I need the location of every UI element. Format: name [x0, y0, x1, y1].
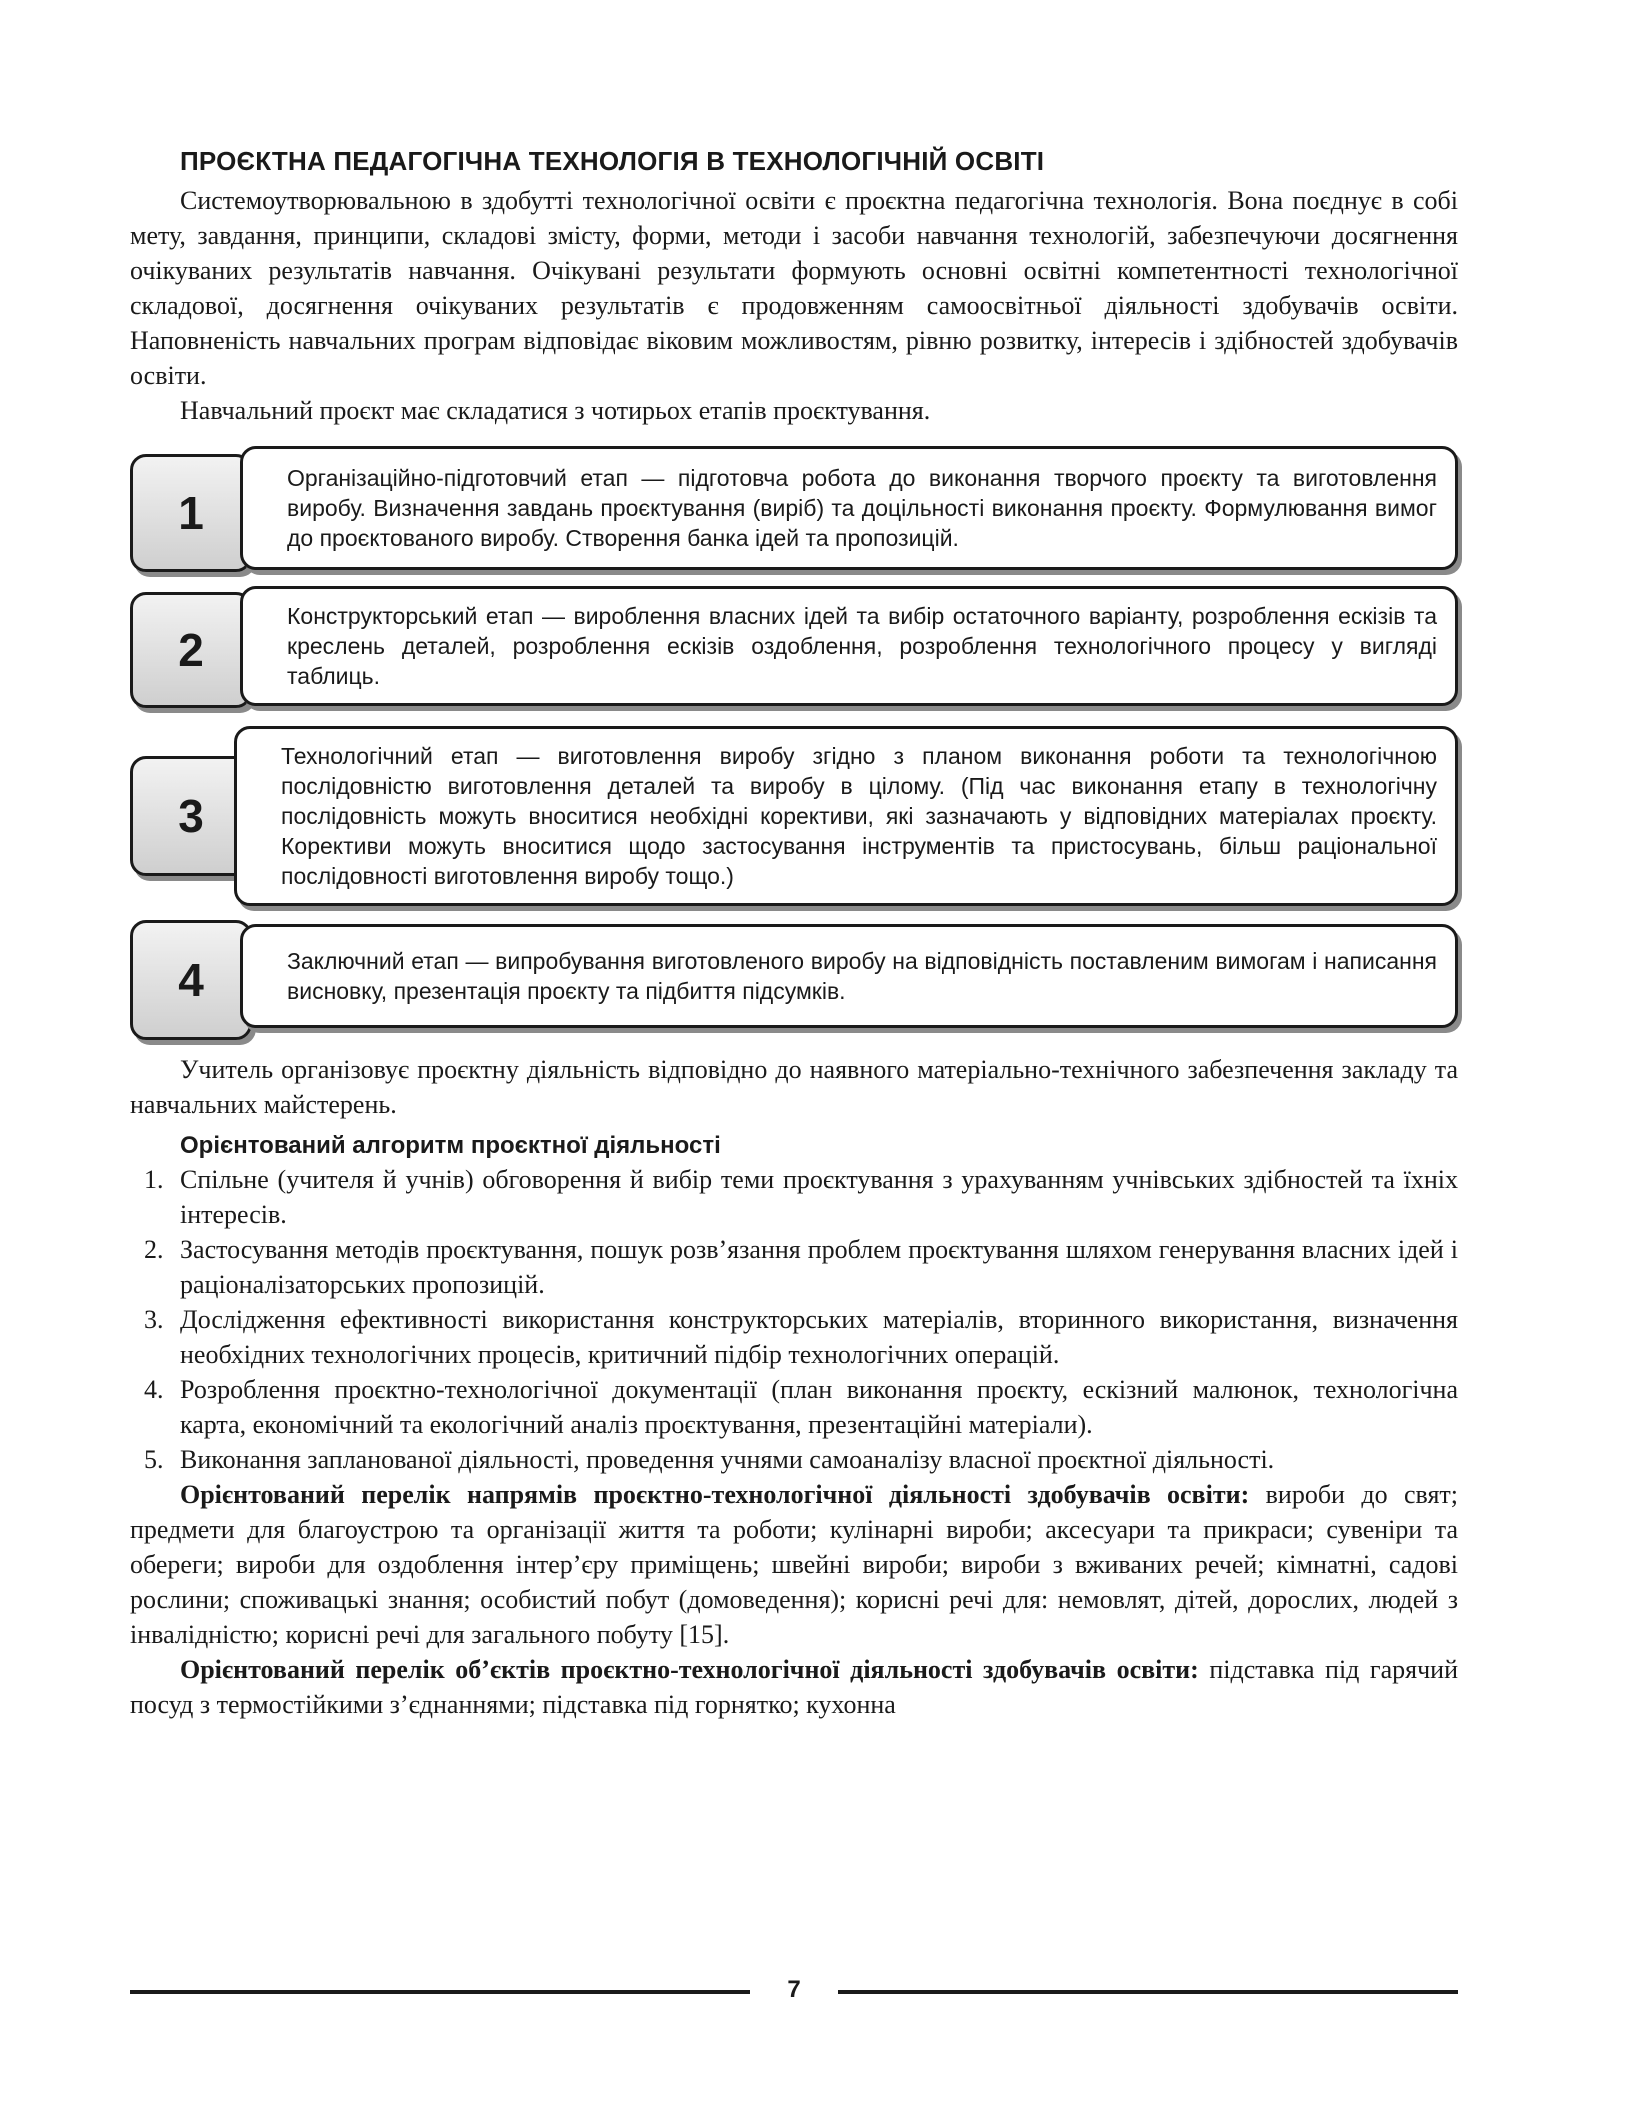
stage-number-1: 1	[130, 454, 252, 572]
footer-rule-right	[838, 1990, 1458, 1994]
list-item	[130, 1162, 1458, 1232]
paragraph-intro-1: Системоутворювальною в здобутті технологічної освіти є проєктна педагогічна технологія. Вона поєднує в собі мету, завдання, принципи, складові змісту, форми, методи і засоби навчання технологій, забезпечуючи досягнення очікуваних результатів навчання. Очікувані результати формують основні освітні компетентності технологічної складової, досягнення очікуваних результатів є продовженням самоосвітньої діяльності здобувачів освіти. Наповненість навчальних програм відповідає віковим можливостям, рівню розвитку, інтересів і здібностей здобувачів освіти.	[130, 186, 1458, 390]
objects-text: підставка під гарячий посуд з термостійкими з’єднаннями; підставка під горнятко; кухонна	[130, 1655, 1458, 1719]
stage-number-4: 4	[130, 920, 252, 1040]
paragraph-directions	[130, 1477, 1458, 1652]
section-heading: ПРОЄКТНА ПЕДАГОГІЧНА ТЕХНОЛОГІЯ В ТЕХНОЛОГІЧНІЙ ОСВІТІ	[180, 146, 1045, 176]
stage-text-4: Заключний етап — випробування виготовленого виробу на відповідність поставленим вимогам і написання висновку, презентація проєкту та підбиття підсумків.	[287, 948, 1437, 1004]
list-item	[130, 1442, 1458, 1477]
page-number: 7	[787, 1976, 801, 2003]
list-item-text: Розроблення проєктно-технологічної документації (план виконання проєкту, ескізний малюнок, технологічна карта, економічний та екологічний аналіз проєктування, презентаційні матеріали).	[180, 1375, 1458, 1439]
directions-text: вироби до свят; предмети для благоустрою та організації життя та роботи; кулінарні вироби; аксесуари та прикраси; сувеніри та обереги; вироби для оздоблення інтер’єру приміщень; швейні вироби; вироби з вживаних речей; кімнатні, садові рослини; споживацькі знання; особистий побут (домоведення); корисні речі для: немовлят, дітей, дорослих, людей з інвалідністю; корисні речі для загального побуту [15].	[130, 1480, 1458, 1649]
list-item-number: 4.	[144, 1375, 164, 1404]
paragraph-objects	[130, 1652, 1458, 1722]
list-item-number: 1.	[144, 1165, 164, 1194]
paragraph-intro-2: Навчальний проєкт має складатися з чотирьох етапів проєктування.	[180, 396, 931, 425]
stage-text-1: Організаційно-підготовчий етап — підготовча робота до виконання творчого проєкту та виготовлення виробу. Визначення завдань проєктування (виріб) та доцільності виконання проєкту. Формулювання вимог до проєктованого виробу. Створення банка ідей та пропозицій.	[287, 465, 1437, 551]
list-item	[130, 1232, 1458, 1302]
page-content	[130, 146, 1458, 1722]
objects-label: Орієнтований перелік об’єктів проєктно-технологічної діяльності здобувачів освіти:	[180, 1655, 1199, 1684]
stage-number-2: 2	[130, 592, 252, 708]
algorithm-title: Орієнтований алгоритм проєктної діяльності	[180, 1132, 721, 1159]
list-item-text: Виконання запланованої діяльності, проведення учнями самоаналізу власної проєктної діяльності.	[180, 1445, 1275, 1474]
stage-text-box-3	[234, 726, 1458, 906]
directions-label: Орієнтований перелік напрямів проєктно-технологічної діяльності здобувачів освіти:	[180, 1480, 1250, 1509]
list-item-number: 2.	[144, 1235, 164, 1264]
list-item	[130, 1302, 1458, 1372]
stage-text-box-1	[240, 446, 1458, 570]
list-item-text: Спільне (учителя й учнів) обговорення й вибір теми проєктування з урахуванням учнівських здібностей та їхніх інтересів.	[180, 1165, 1458, 1229]
stages-diagram	[130, 446, 1458, 1052]
list-item	[130, 1372, 1458, 1442]
stage-text-box-4	[240, 924, 1458, 1028]
algorithm-list	[130, 1162, 1458, 1477]
list-item-number: 5.	[144, 1445, 164, 1474]
page-footer	[130, 1976, 1458, 2006]
stage-text-2: Конструкторський етап — вироблення власних ідей та вибір остаточного варіанту, розроблення ескізів та креслень деталей, розроблення ескізів оздоблення, розроблення технологічного процесу у вигляді таблиць.	[287, 603, 1437, 689]
stage-text-box-2	[240, 586, 1458, 706]
list-item-text: Дослідження ефективності використання конструкторських матеріалів, вторинного використання, визначення необхідних технологічних процесів, критичний підбір технологічних операцій.	[180, 1305, 1458, 1369]
list-item-text: Застосування методів проєктування, пошук розв’язання проблем проєктування шляхом генерування власних ідей і раціоналізаторських пропозицій.	[180, 1235, 1458, 1299]
stage-text-3: Технологічний етап — виготовлення виробу згідно з планом виконання роботи та технологічною послідовністю виготовлення деталей та виробу в цілому. (Під час виконання етапу в технологічну послідовність можуть вноситися необхідні корективи, які зазначають у відповідних матеріалах проєкту. Корективи можуть вноситися щодо застосування інструментів та пристосувань, більш раціональної послідовності виготовлення виробу тощо.)	[281, 743, 1437, 889]
stage-number-3: 3	[130, 756, 252, 876]
list-item-number: 3.	[144, 1305, 164, 1334]
paragraph-teacher: Учитель організовує проєктну діяльність відповідно до наявного матеріально-технічного забезпечення закладу та навчальних майстерень.	[130, 1055, 1458, 1119]
